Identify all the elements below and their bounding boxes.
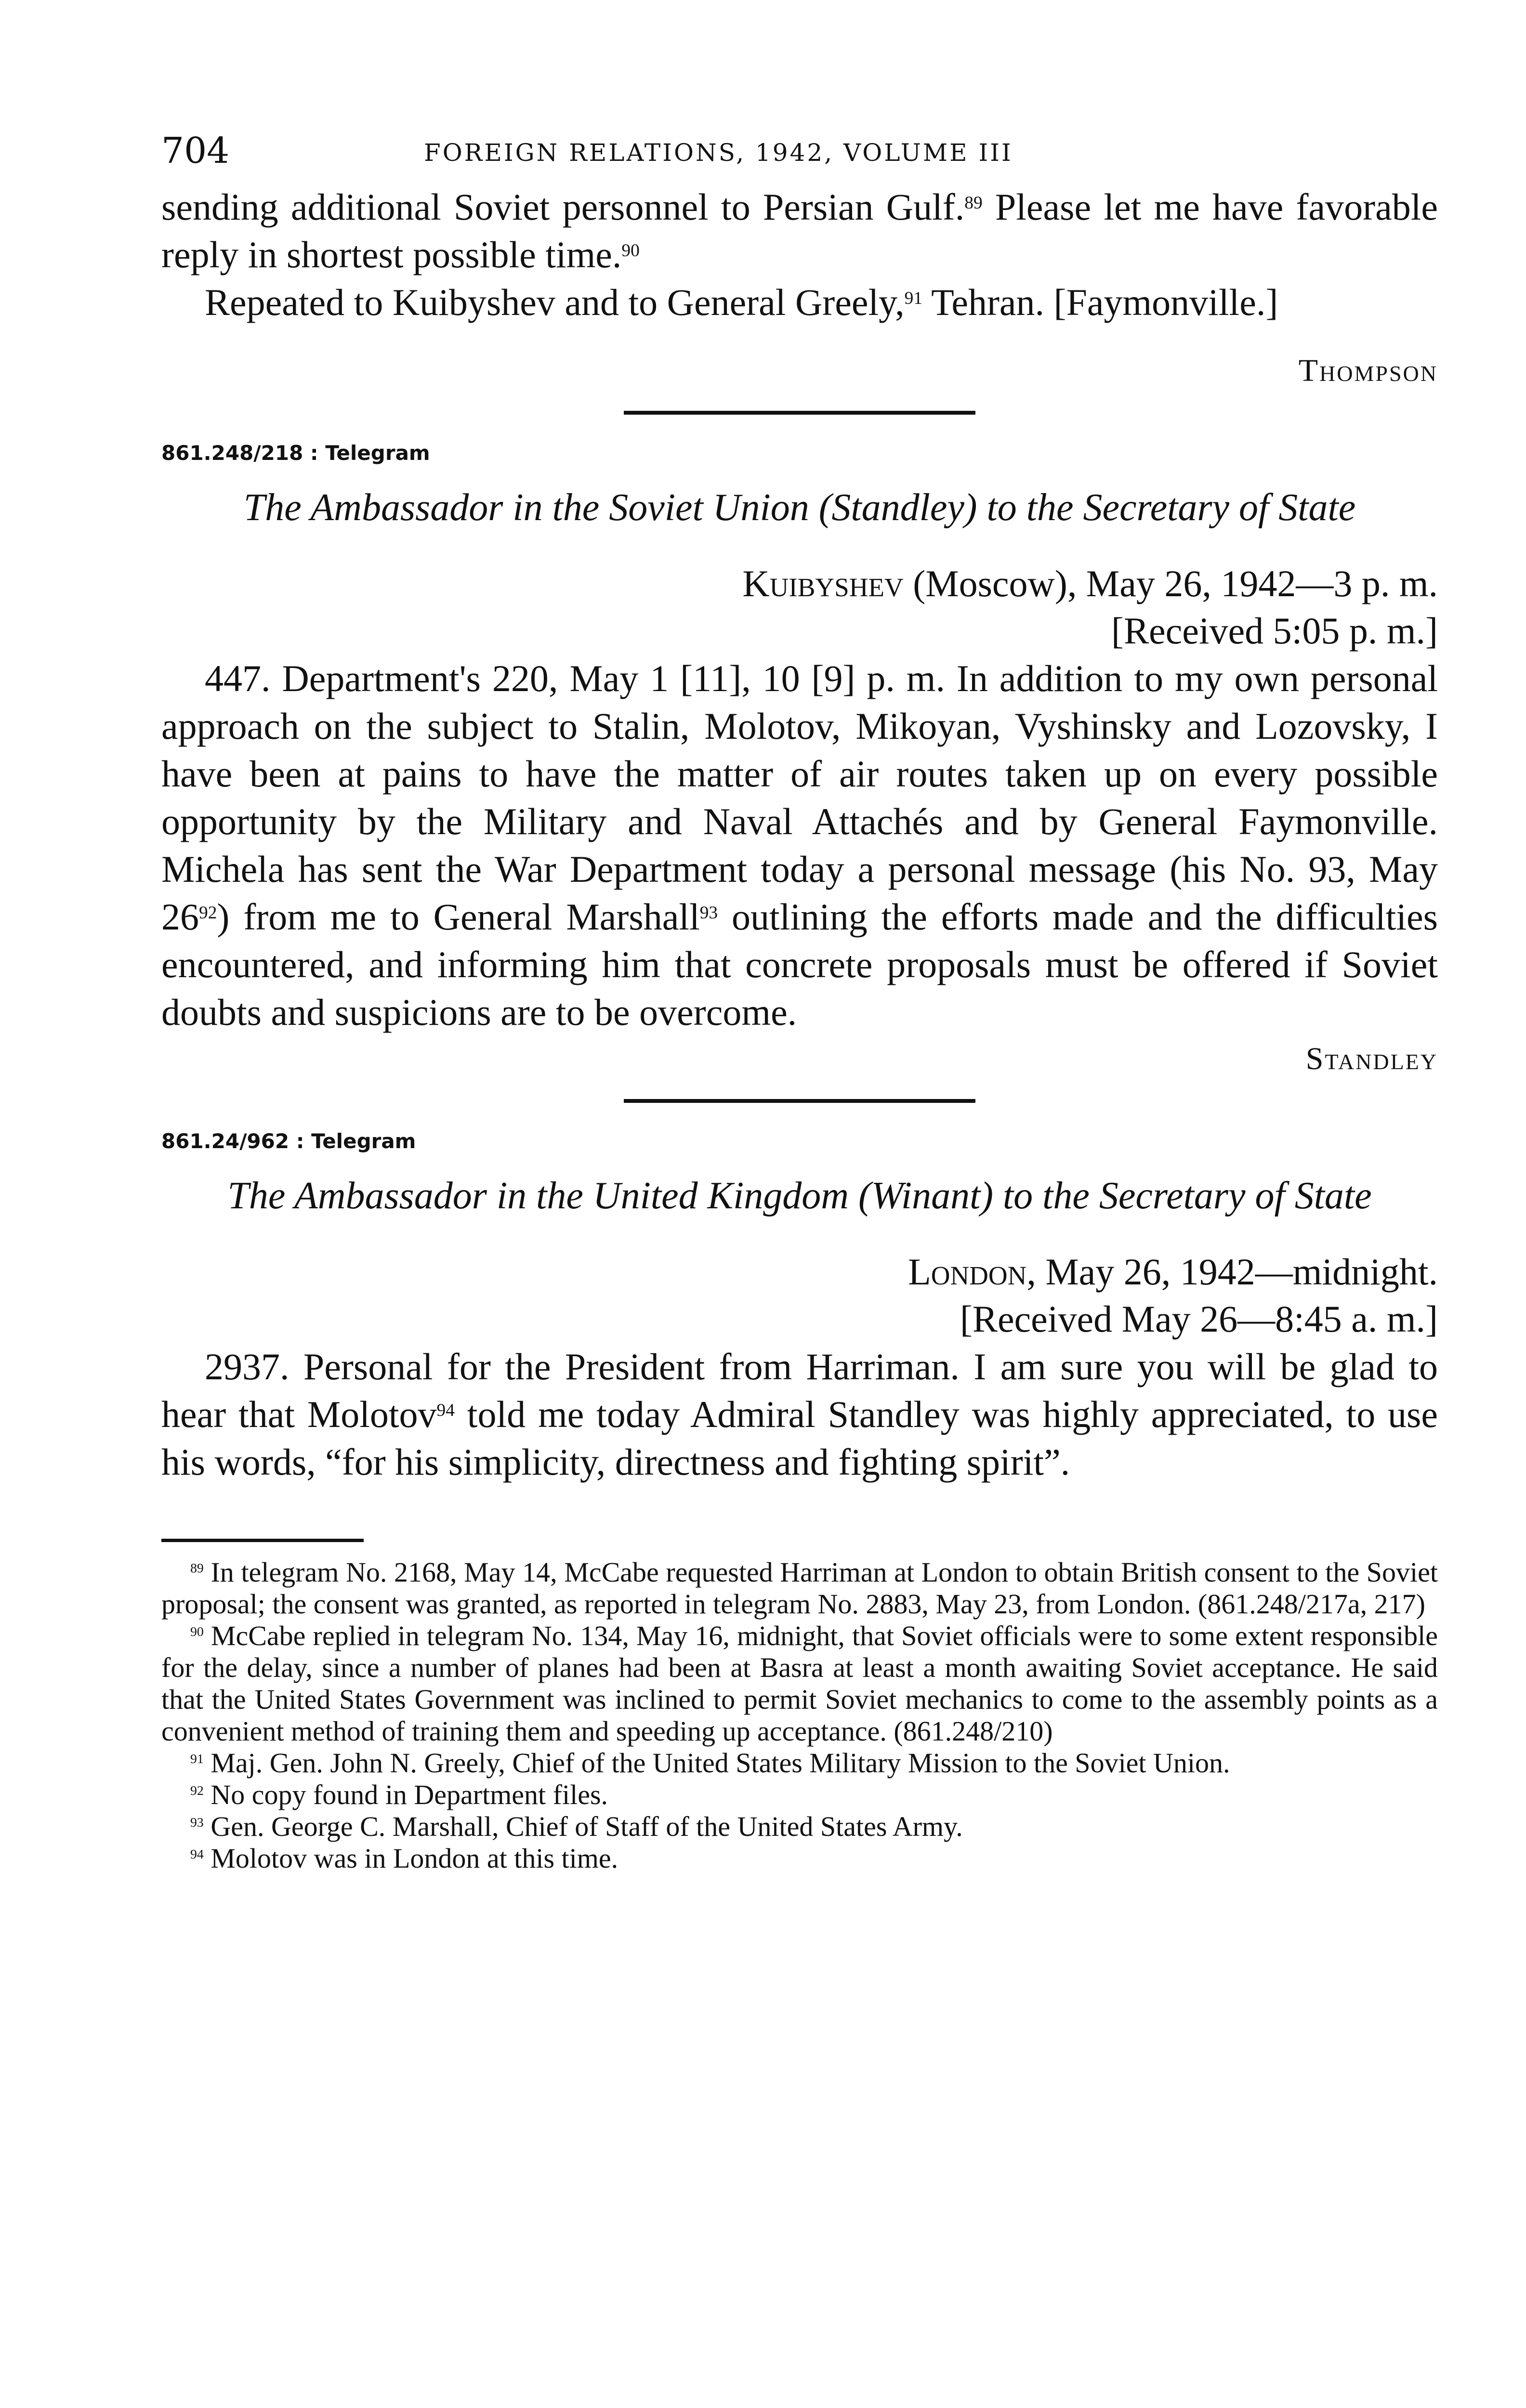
footnote-ref: 93: [699, 903, 718, 923]
footnote: [161, 1747, 1438, 1779]
document-page: [161, 130, 1438, 1874]
page-header: [161, 130, 1438, 183]
footnote-text: Maj. Gen. John N. Greely, Chief of the United States Military Mission to the Soviet Union.: [203, 1747, 1230, 1779]
footnote-text: Gen. George C. Marshall, Chief of Staff of the United States Army.: [203, 1811, 963, 1842]
text-run: Repeated to Kuibyshev and to General Greely,: [205, 281, 905, 323]
footnote-mark: 89: [190, 1561, 204, 1576]
footnote-mark: 93: [190, 1815, 204, 1830]
document-title: The Ambassador in the United Kingdom (Winant) to the Secretary of State: [227, 1175, 1372, 1217]
dateline: [161, 1248, 1438, 1343]
section-continuation: [161, 183, 1438, 326]
file-number: 861.24/962 : Telegram: [161, 1129, 416, 1153]
text-run: sending additional Soviet personnel to Persian Gulf.: [161, 186, 965, 228]
footnote-ref: 90: [621, 241, 640, 261]
footnote-mark: 90: [190, 1624, 204, 1639]
document-title: The Ambassador in the Soviet Union (Standley) to the Secretary of State: [243, 486, 1356, 529]
footnote-ref: 91: [904, 288, 923, 308]
signature-thompson: Thompson: [1298, 353, 1438, 388]
telegram-body: [161, 1343, 1438, 1486]
footnote-divider: [161, 1539, 364, 1542]
file-number: 861.248/218 : Telegram: [161, 441, 430, 465]
place-name: Kuibyshev: [742, 563, 904, 604]
paragraph: [161, 278, 1438, 326]
telegram-body: [161, 654, 1438, 1036]
section-divider: [624, 411, 975, 415]
footnote-ref: 94: [436, 1400, 455, 1420]
place-date: [161, 1248, 1438, 1296]
footnote-text: Molotov was in London at this time.: [203, 1843, 618, 1874]
section-divider: [624, 1099, 975, 1103]
received-note: [Received May 26—8:45 a. m.]: [960, 1298, 1438, 1340]
paragraph: [161, 654, 1438, 1036]
footnotes: [161, 1557, 1438, 1874]
date-text: (Moscow), May 26, 1942—3 p. m.: [903, 563, 1438, 604]
place-name: London: [908, 1251, 1027, 1293]
text-run: told me today Admiral Standley was highly appreciated, to use his words, “for his simplicity, directness and fighting spirit”.: [161, 1393, 1438, 1483]
text-run: 447. Department's 220, May 1 [11], 10 [9] p. m. In addition to my own personal approach on the subject to Stalin, Molotov, Mikoyan, Vyshinsky and Lozovsky, I have been at pains to have the matter of air routes taken up on every possible opportunity by the Military and Naval Attachés and by General Faymonville. Michela has sent the War Department today a personal message (his No. 93, May 26: [161, 657, 1438, 938]
paragraph: [161, 1343, 1438, 1486]
footnote-text: No copy found in Department files.: [203, 1779, 608, 1810]
text-run: 2937. Personal for the President from Harriman. I am sure you will be glad to hear that Molotov: [161, 1346, 1438, 1435]
running-head: FOREIGN RELATIONS, 1942, VOLUME III: [424, 139, 1013, 167]
text-run: ) from me to General Marshall: [217, 896, 700, 938]
footnote-mark: 94: [190, 1847, 204, 1862]
text-run: Tehran. [Faymonville.]: [922, 281, 1278, 323]
footnote-ref: 89: [964, 193, 983, 213]
page-number: 704: [161, 130, 230, 171]
footnote-text: In telegram No. 2168, May 14, McCabe requested Harriman at London to obtain British consent to the Soviet proposal; the consent was granted, as reported in telegram No. 2883, May 23, from London. (861.248/217a, 217): [161, 1557, 1438, 1620]
received-note: [Received 5:05 p. m.]: [1111, 610, 1438, 652]
footnote: [161, 1557, 1438, 1620]
footnote-mark: 92: [190, 1783, 204, 1798]
footnote: [161, 1779, 1438, 1811]
footnote-ref: 92: [199, 903, 217, 923]
footnote: [161, 1620, 1438, 1747]
footnote: [161, 1843, 1438, 1874]
place-date: [161, 560, 1438, 607]
text-run: Please let me have favorable reply in shortest possible time.: [161, 186, 1438, 275]
date-text: , May 26, 1942—midnight.: [1026, 1251, 1438, 1293]
text-run: outlining the efforts made and the difficulties encountered, and informing him that concrete proposals must be offered if Soviet doubts and suspicions are to be overcome.: [161, 896, 1438, 1033]
footnote-text: McCabe replied in telegram No. 134, May 16, midnight, that Soviet officials were to some extent responsible for the delay, since a number of planes had been at Basra at least a month awaiting Soviet acceptance. He said that the United States Government was inclined to permit Soviet mechanics to come to the assembly points as a convenient method of training them and speeding up acceptance. (861.248/210): [161, 1620, 1438, 1747]
footnote: [161, 1811, 1438, 1843]
signature-standley: Standley: [1305, 1041, 1438, 1076]
paragraph: [161, 183, 1438, 278]
dateline: [161, 560, 1438, 654]
footnote-mark: 91: [190, 1752, 204, 1767]
